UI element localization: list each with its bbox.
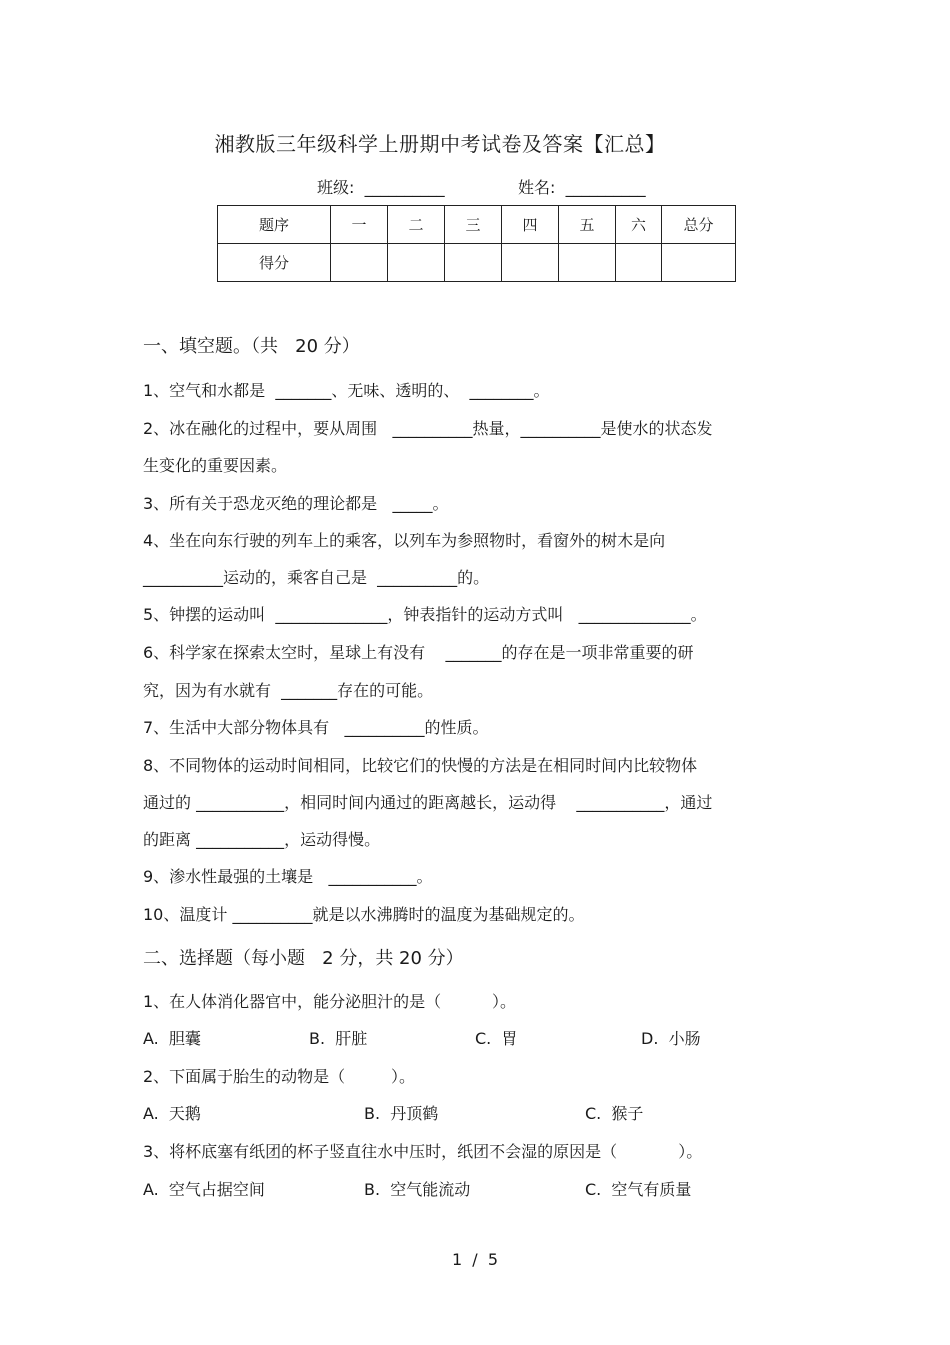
row-label-cell: 得分 bbox=[218, 244, 331, 282]
score-cell bbox=[616, 244, 662, 282]
header-cell: 总分 bbox=[662, 206, 736, 244]
question-line: __________运动的，乘客自己是 __________的。 bbox=[143, 568, 490, 587]
header-cell: 三 bbox=[445, 206, 502, 244]
score-cell bbox=[559, 244, 616, 282]
score-cell bbox=[331, 244, 388, 282]
page-number: 1 / 5 bbox=[451, 1250, 499, 1269]
option: A. 空气占据空间 bbox=[143, 1180, 265, 1199]
score-cell bbox=[445, 244, 502, 282]
score-cell bbox=[502, 244, 559, 282]
score-table bbox=[217, 205, 736, 282]
question-line: 1、空气和水都是 _______、无味、透明的、 ________。 bbox=[143, 381, 550, 400]
question-line: 生变化的重要因素。 bbox=[143, 456, 288, 475]
header-cell: 题序 bbox=[218, 206, 331, 244]
option: C. 猴子 bbox=[585, 1104, 644, 1123]
header-cell: 一 bbox=[331, 206, 388, 244]
header-cell: 二 bbox=[388, 206, 445, 244]
score-cell bbox=[388, 244, 445, 282]
question-line: 5、钟摆的运动叫 ______________，钟表指针的运动方式叫 ______________。 bbox=[143, 605, 707, 624]
page-title: 湘教版三年级科学上册期中考试卷及答案【汇总】 bbox=[214, 132, 666, 156]
question-stem: 2、下面属于胎生的动物是（ ）。 bbox=[143, 1067, 415, 1086]
question-line: 7、生活中大部分物体具有 __________的性质。 bbox=[143, 718, 489, 737]
option: B. 肝脏 bbox=[309, 1029, 368, 1048]
question-line: 究，因为有水就有 _______存在的可能。 bbox=[143, 681, 434, 700]
question-line: 4、坐在向东行驶的列车上的乘客，以列车为参照物时，看窗外的树木是向 bbox=[143, 531, 666, 550]
score-table-header-row bbox=[218, 206, 736, 244]
question-stem: 3、将杯底塞有纸团的杯子竖直往水中压时，纸团不会湿的原因是（ ）。 bbox=[143, 1142, 703, 1161]
question-line: 通过的 ___________，相同时间内通过的距离越长，运动得 ___________，通过 bbox=[143, 793, 713, 812]
score-cell bbox=[662, 244, 736, 282]
class-field: 班级: __________ bbox=[317, 178, 445, 197]
header-cell: 六 bbox=[616, 206, 662, 244]
question-stem: 1、在人体消化器官中，能分泌胆汁的是（ ）。 bbox=[143, 992, 517, 1011]
section-heading: 一、填空题。（共 20 分） bbox=[143, 336, 360, 357]
option: A. 天鹅 bbox=[143, 1104, 201, 1123]
section-heading: 二、选择题（每小题 2 分，共 20 分） bbox=[143, 948, 464, 969]
score-table-score-row bbox=[218, 244, 736, 282]
option: B. 丹顶鹤 bbox=[364, 1104, 439, 1123]
option: D. 小肠 bbox=[641, 1029, 701, 1048]
question-line: 3、所有关于恐龙灭绝的理论都是 _____。 bbox=[143, 494, 449, 513]
header-cell: 四 bbox=[502, 206, 559, 244]
question-line: 8、不同物体的运动时间相同，比较它们的快慢的方法是在相同时间内比较物体 bbox=[143, 756, 698, 775]
question-line: 10、温度计 __________就是以水沸腾时的温度为基础规定的。 bbox=[143, 905, 585, 924]
question-line: 2、冰在融化的过程中，要从周围 __________热量，__________是使水的状态发 bbox=[143, 419, 713, 438]
question-line: 6、科学家在探索太空时，星球上有没有 _______的存在是一项非常重要的研 bbox=[143, 643, 694, 662]
option: C. 胃 bbox=[475, 1029, 518, 1048]
option: B. 空气能流动 bbox=[364, 1180, 471, 1199]
name-field: 姓名: __________ bbox=[518, 178, 646, 197]
header-cell: 五 bbox=[559, 206, 616, 244]
option: C. 空气有质量 bbox=[585, 1180, 692, 1199]
question-line: 的距离 ___________，运动得慢。 bbox=[143, 830, 381, 849]
option: A. 胆囊 bbox=[143, 1029, 201, 1048]
question-line: 9、渗水性最强的土壤是 ___________。 bbox=[143, 867, 433, 886]
